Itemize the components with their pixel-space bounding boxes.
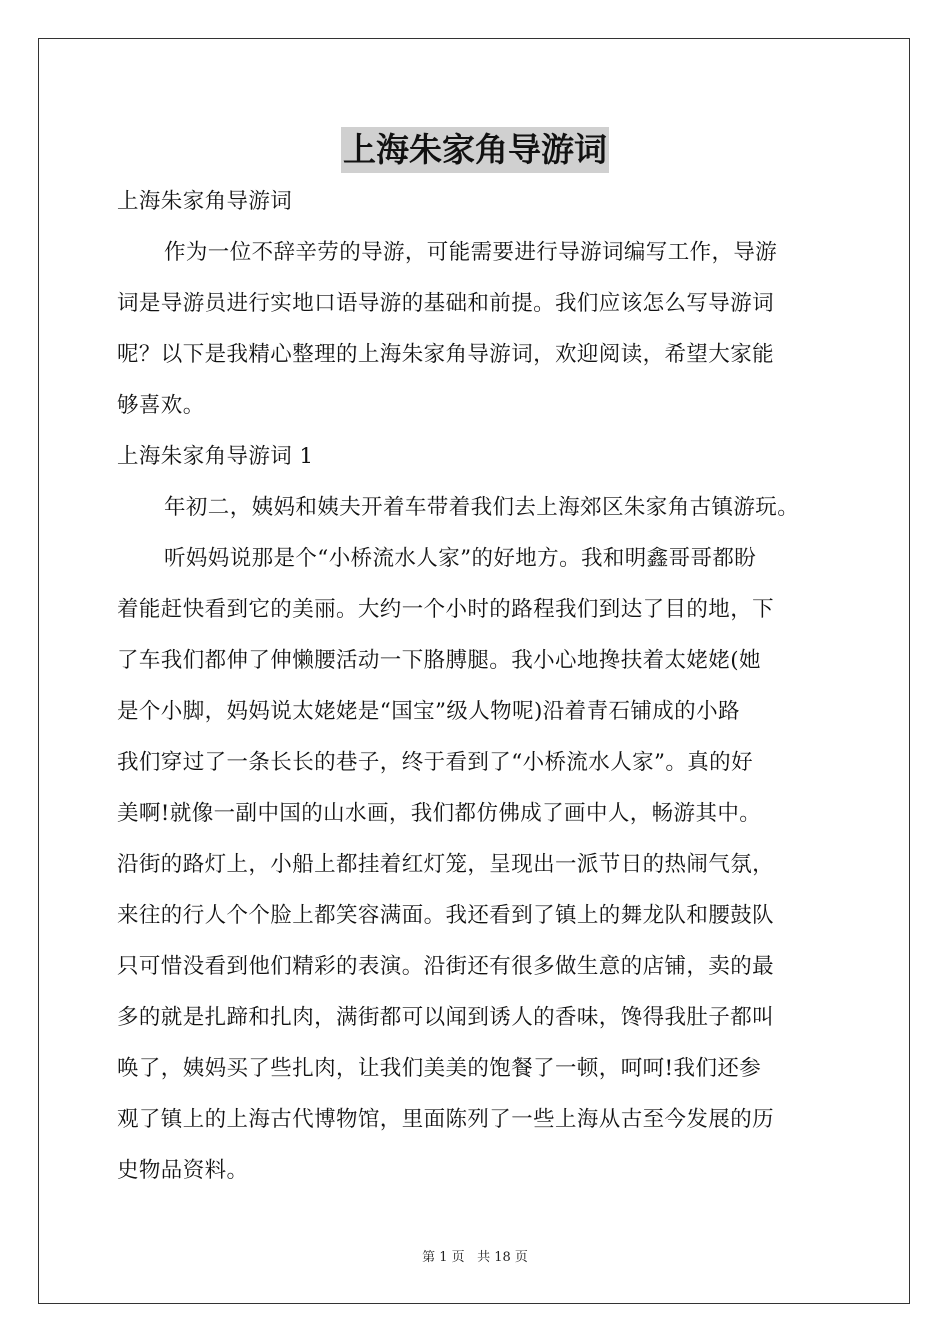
paragraph-line: 史物品资料。: [117, 1158, 249, 1183]
paragraph-line: 多的就是扎蹄和扎肉，满街都可以闻到诱人的香味，馋得我肚子都叫: [117, 1005, 775, 1030]
paragraph-line: 年初二，姨妈和姨夫开着车带着我们去上海郊区朱家角古镇游玩。: [164, 495, 800, 520]
page-number: 第 1 页: [422, 1250, 465, 1265]
paragraph-line: 词是导游员进行实地口语导游的基础和前提。我们应该怎么写导游词: [117, 291, 775, 316]
paragraph-line: 着能赶快看到它的美丽。大约一个小时的路程我们到达了目的地，下: [117, 597, 775, 622]
paragraph-line: 唤了，姨妈买了些扎肉，让我们美美的饱餐了一顿，呵呵!我们还参: [117, 1056, 762, 1081]
paragraph-line: 只可惜没看到他们精彩的表演。沿街还有很多做生意的店铺，卖的最: [117, 954, 775, 979]
paragraph-line: 我们穿过了一条长长的巷子，终于看到了“小桥流水人家”。真的好: [117, 750, 753, 775]
paragraph-line: 观了镇上的上海古代博物馆，里面陈列了一些上海从古至今发展的历: [117, 1107, 775, 1132]
paragraph-line: 是个小脚，妈妈说太姥姥是“国宝”级人物呢)沿着青石铺成的小路: [117, 699, 740, 724]
paragraph-line: 沿街的路灯上，小船上都挂着红灯笼，呈现出一派节日的热闹气氛，: [117, 852, 775, 877]
paragraph-line: 来往的行人个个脸上都笑容满面。我还看到了镇上的舞龙队和腰鼓队: [117, 903, 775, 928]
page-footer: [0, 1246, 950, 1265]
paragraph-line: 了车我们都伸了伸懒腰活动一下胳膊腿。我小心地搀扶着太姥姥(她: [117, 648, 761, 673]
paragraph-line: 呢？以下是我精心整理的上海朱家角导游词，欢迎阅读，希望大家能: [117, 342, 775, 367]
page-total: 共 18 页: [477, 1250, 528, 1265]
subtitle-line: 上海朱家角导游词: [117, 189, 293, 214]
paragraph-line: 美啊!就像一副中国的山水画，我们都仿佛成了画中人，畅游其中。: [117, 801, 762, 826]
paragraph-line: 听妈妈说那是个“小桥流水人家”的好地方。我和明鑫哥哥都盼: [164, 546, 757, 571]
document-body: [117, 176, 837, 1196]
paragraph-line: 够喜欢。: [117, 393, 205, 418]
document-title: 上海朱家角导游词: [341, 127, 609, 173]
section-heading: 上海朱家角导游词 1: [117, 444, 314, 469]
title-container: [0, 127, 950, 173]
paragraph-line: 作为一位不辞辛劳的导游，可能需要进行导游词编写工作，导游: [164, 240, 778, 265]
